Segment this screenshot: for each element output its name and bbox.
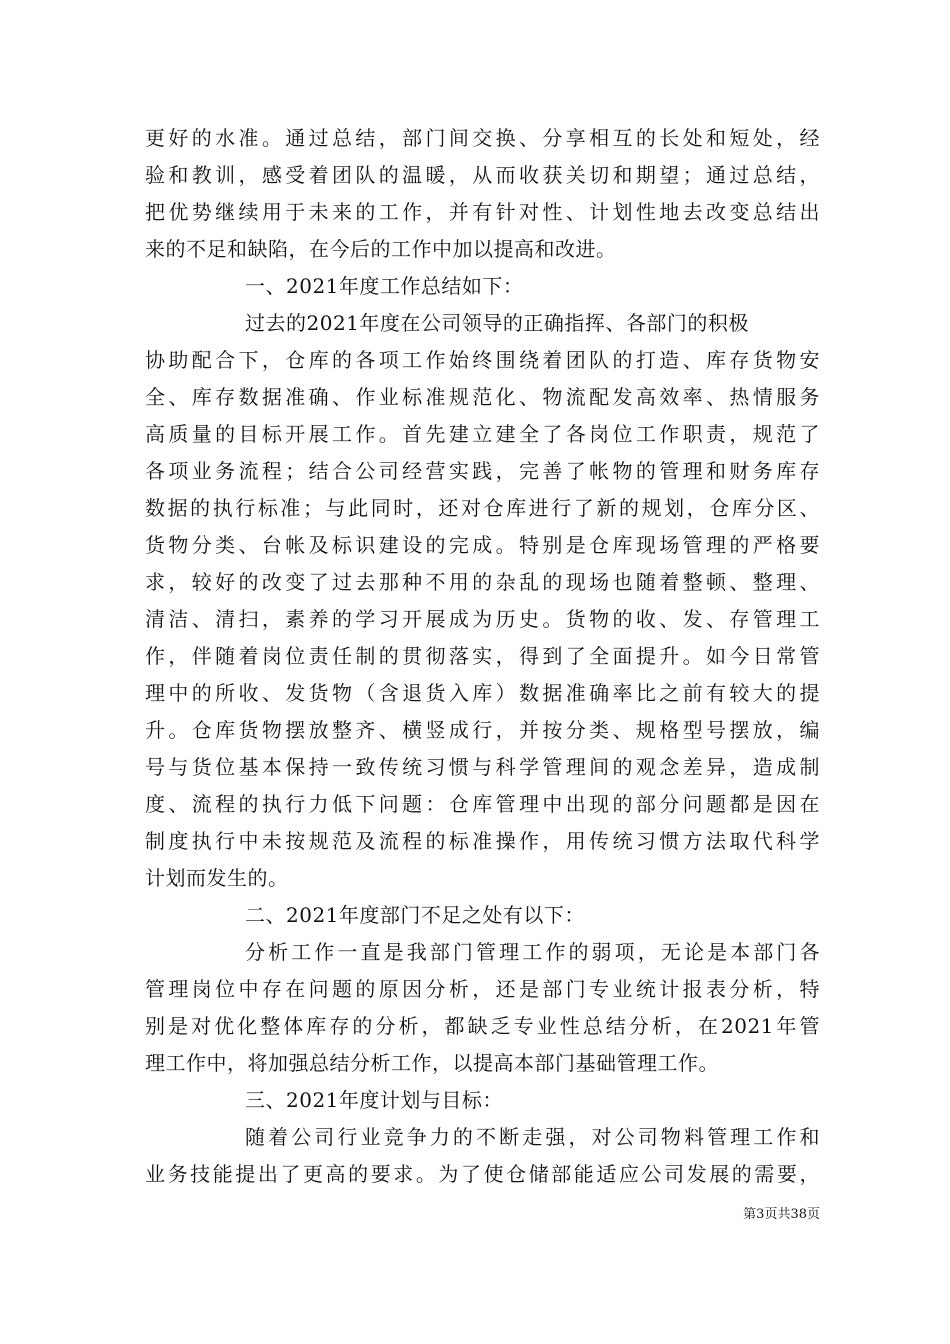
body-text-line: 来的不足和缺陷，在今后的工作中加以提高和改进。: [145, 237, 617, 261]
body-text-line: 清洁、清扫，素养的学习开展成为历史。货物的收、发、存管理工: [145, 607, 820, 631]
page-number: 第3页共38页: [743, 1207, 820, 1222]
section-heading-1: 一、2021年度工作总结如下：: [245, 274, 524, 298]
body-text-line: 理中的所收、发货物（含退货入库）数据准确率比之前有较大的提: [145, 681, 820, 705]
body-text-line: 随着公司行业竞争力的不断走强，对公司物料管理工作和: [245, 1125, 820, 1149]
body-text-line: 把优势继续用于未来的工作，并有针对性、计划性地去改变总结出: [145, 200, 820, 224]
section-heading-3: 三、2021年度计划与目标：: [245, 1088, 503, 1112]
body-text-line: 计划而发生的。: [145, 866, 289, 890]
body-text-line: 高质量的目标开展工作。首先建立建全了各岗位工作职责，规范了: [145, 422, 820, 446]
body-text-line: 验和教训，感受着团队的温暖，从而收获关切和期望；通过总结，: [145, 163, 820, 187]
body-text-line: 别是对优化整体库存的分析，都缺乏专业性总结分析，在2021年管: [145, 1014, 820, 1038]
body-text-line: 升。仓库货物摆放整齐、横竖成行，并按分类、规格型号摆放，编: [145, 718, 820, 742]
body-text-line: 求，较好的改变了过去那种不用的杂乱的现场也随着整顿、整理、: [145, 570, 820, 594]
body-text-line: 分析工作一直是我部门管理工作的弱项，无论是本部门各: [245, 940, 820, 964]
body-text-line: 过去的2021年度在公司领导的正确指挥、各部门的积极: [245, 311, 749, 335]
body-text-line: 度、流程的执行力低下问题：仓库管理中出现的部分问题都是因在: [145, 792, 820, 816]
body-text-line: 各项业务流程；结合公司经营实践，完善了帐物的管理和财务库存: [145, 459, 820, 483]
body-text-line: 号与货位基本保持一致传统习惯与科学管理间的观念差异，造成制: [145, 755, 820, 779]
body-text-line: 数据的执行标准；与此同时，还对仓库进行了新的规划，仓库分区、: [145, 496, 820, 520]
body-text-line: 协助配合下，仓库的各项工作始终围绕着团队的打造、库存货物安: [145, 348, 820, 372]
body-text-line: 全、库存数据准确、作业标准规范化、物流配发高效率、热情服务: [145, 385, 820, 409]
section-heading-2: 二、2021年度部门不足之处有以下：: [245, 903, 585, 927]
body-text-line: 管理岗位中存在问题的原因分析，还是部门专业统计报表分析，特: [145, 977, 820, 1001]
body-text-line: 作，伴随着岗位责任制的贯彻落实，得到了全面提升。如今日常管: [145, 644, 820, 668]
body-text-line: 业务技能提出了更高的要求。为了使仓储部能适应公司发展的需要，: [145, 1162, 820, 1186]
body-text-line: 制度执行中未按规范及流程的标准操作，用传统习惯方法取代科学: [145, 829, 820, 853]
body-text-line: 理工作中，将加强总结分析工作，以提高本部门基础管理工作。: [145, 1051, 719, 1075]
body-text-line: 更好的水准。通过总结，部门间交换、分享相互的长处和短处，经: [145, 126, 820, 150]
body-text-line: 货物分类、台帐及标识建设的完成。特别是仓库现场管理的严格要: [145, 533, 820, 557]
